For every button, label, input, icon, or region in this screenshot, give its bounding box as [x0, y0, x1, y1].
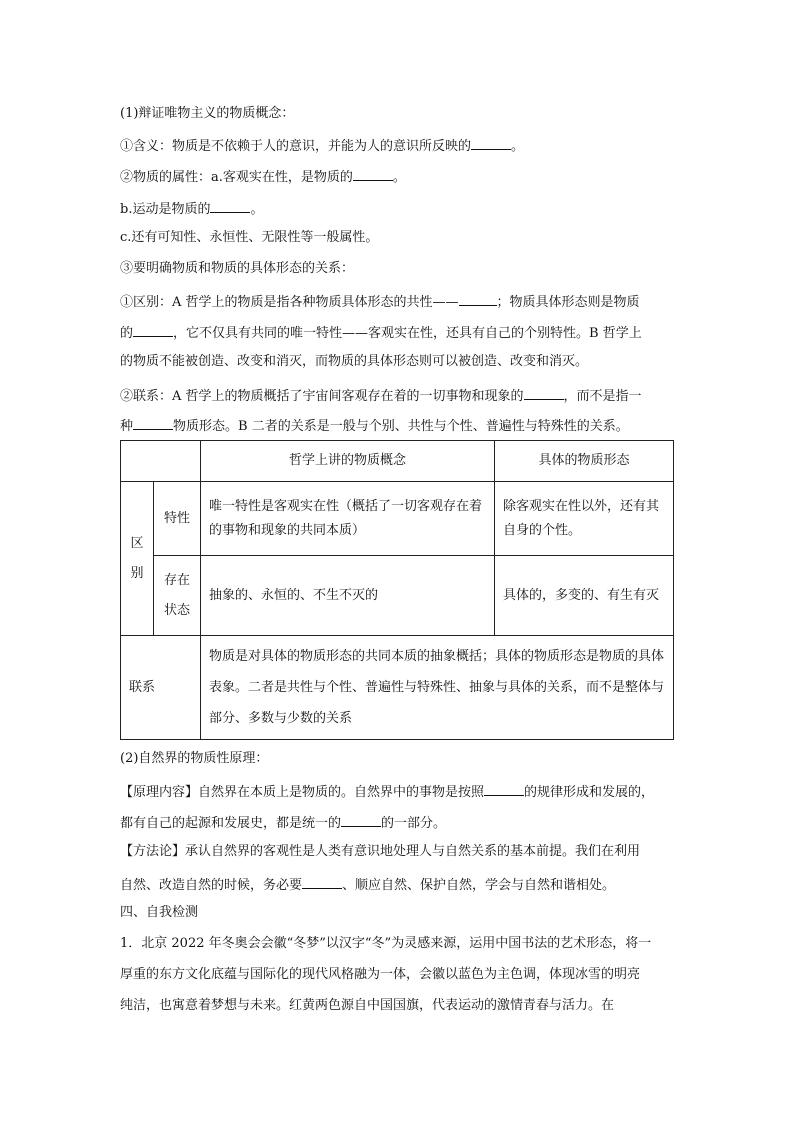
relation-title	[120, 261, 354, 277]
text: b.运动是物质的	[120, 202, 211, 217]
section-4-title	[120, 905, 198, 921]
text: 四、自我检测	[120, 905, 199, 920]
cell	[201, 482, 495, 556]
text: 。	[250, 202, 264, 217]
text: c.还有可知性、永恒性、无限性等一般属性。	[120, 230, 379, 245]
table-row	[121, 482, 674, 556]
text: 状态	[163, 602, 190, 618]
text: 【原理内容】自然界在本质上是物质的。自然界中的事物是按照	[120, 785, 485, 800]
text: ，它不仅具有共同的唯一特性——客观实在性，还具有自己的个别特性。B 哲学上	[173, 326, 642, 341]
fill-blank[interactable]	[524, 386, 564, 400]
fill-blank[interactable]	[133, 323, 173, 337]
text: ①含义：物质是不依赖于人的意识，并能为人的意识所反映的	[120, 139, 472, 154]
fill-blank[interactable]	[341, 813, 381, 827]
text: 区	[130, 535, 144, 551]
fill-blank[interactable]	[484, 782, 524, 796]
text: 都有自己的起源和发展史，都是统一的	[120, 816, 342, 831]
text: ②物质的属性：a.客观实在性，是物质的	[120, 170, 353, 185]
text: ①区别：A 哲学上的物质是指各种物质具体形态的共性——	[120, 295, 459, 310]
text: 别	[130, 565, 144, 581]
fill-blank[interactable]	[133, 416, 173, 430]
methodology-line-1	[120, 844, 640, 860]
text: 的一部分。	[381, 816, 447, 831]
attribute-b-line	[120, 199, 263, 218]
text: ；物质具体形态则是物质	[496, 295, 640, 310]
principle-line-2	[120, 813, 446, 832]
cell	[201, 556, 495, 636]
table-header-row	[121, 441, 674, 482]
link-line-2	[120, 416, 629, 435]
table-row	[121, 636, 674, 740]
text: 存在	[163, 572, 190, 588]
text: 的物质不能被创造、改变和消灭，而物质的具体形态则可以被创造、改变和消灭。	[120, 354, 589, 369]
text: 物质是对具体的物质形态的共同本质的抽象概括；具体的物质形态是物质的具体表象。二者是共性与个性、普遍性与特殊性、抽象与具体的关系，而不是整体与部分、多数与少数的关系	[209, 649, 665, 726]
fill-blank[interactable]	[210, 199, 250, 213]
comparison-table	[120, 440, 674, 740]
header-empty-cell	[121, 441, 201, 482]
fill-blank[interactable]	[471, 136, 511, 150]
row-label-characteristic	[154, 482, 201, 556]
text: 种	[120, 419, 134, 434]
attribute-c-line	[120, 230, 378, 246]
text: 的规律形成和发展的，	[524, 785, 655, 800]
meaning-line	[120, 136, 524, 155]
text: 【方法论】承认自然界的客观性是人类有意识地处理人与自然关系的基本前提。我们在利用	[120, 844, 641, 859]
group-label-difference	[121, 482, 154, 636]
text: 。	[511, 139, 525, 154]
question-1-line-2	[120, 967, 640, 983]
text: (2)自然界的物质性原理：	[120, 751, 269, 766]
row-label-state	[154, 556, 201, 636]
text: 特性	[163, 510, 190, 526]
text: ，而不是指一	[563, 389, 642, 404]
text: 纯洁，也寓意着梦想与未来。红黄两色源自中国国旗，代表运动的激情青春与活力。在	[120, 998, 615, 1013]
text: ③要明确物质和物质的具体形态的关系：	[120, 261, 355, 276]
fill-blank[interactable]	[353, 167, 393, 181]
fill-blank[interactable]	[459, 292, 497, 306]
text: 厚重的东方文化底蕴与国际化的现代风格融为一体，会徽以蓝色为主色调，体现冰雪的明亮	[120, 967, 641, 982]
header-philosophy-cell	[201, 441, 495, 482]
text: ②联系：A 哲学上的物质概括了宇宙间客观存在着的一切事物和现象的	[120, 389, 524, 404]
text: 唯一特性是客观实在性（概括了一切客观存在着的事物和现象的共同本质）	[209, 498, 483, 538]
text: 哲学上讲的物质概念	[288, 453, 406, 468]
text: 的	[120, 326, 134, 341]
text: 物质形态。B 二者的关系是一般与个别、共性与个性、普遍性与特殊性的关系。	[173, 419, 629, 434]
text: 联系	[129, 679, 156, 695]
section-1-title	[120, 106, 294, 122]
table-row	[121, 556, 674, 636]
text: 自然、改造自然的时候，务必要	[120, 878, 303, 893]
text: 具体的物质形态	[538, 453, 630, 468]
difference-line-1	[120, 292, 640, 311]
text: (1)辩证唯物主义的物质概念：	[120, 106, 295, 121]
link-line-1	[120, 386, 642, 405]
header-concrete-cell	[495, 441, 674, 482]
text: 具体的，多变的、有生有灭	[503, 587, 660, 603]
section-2-title	[120, 751, 268, 767]
row-label-connection	[121, 636, 201, 740]
methodology-line-2	[120, 875, 615, 894]
cell	[201, 636, 674, 740]
cell	[495, 556, 674, 636]
fill-blank[interactable]	[302, 875, 342, 889]
cell	[495, 482, 674, 556]
text: 。	[392, 170, 406, 185]
text: 除客观实在性以外，还有其自身的个性。	[503, 498, 660, 538]
text: 1．北京 2022 年冬奥会会徽“冬梦”以汉字“冬”为灵感来源，运用中国书法的艺术形态，将一	[120, 936, 652, 951]
text: 、顺应自然、保护自然，学会与自然和谐相处。	[342, 878, 616, 893]
attribute-line	[120, 167, 406, 186]
text: 抽象的、永恒的、不生不灭的	[209, 587, 379, 603]
question-1-line-1	[120, 936, 651, 952]
difference-line-3	[120, 354, 588, 370]
question-1-line-3	[120, 998, 614, 1014]
principle-line-1	[120, 782, 654, 801]
difference-line-2	[120, 323, 642, 342]
